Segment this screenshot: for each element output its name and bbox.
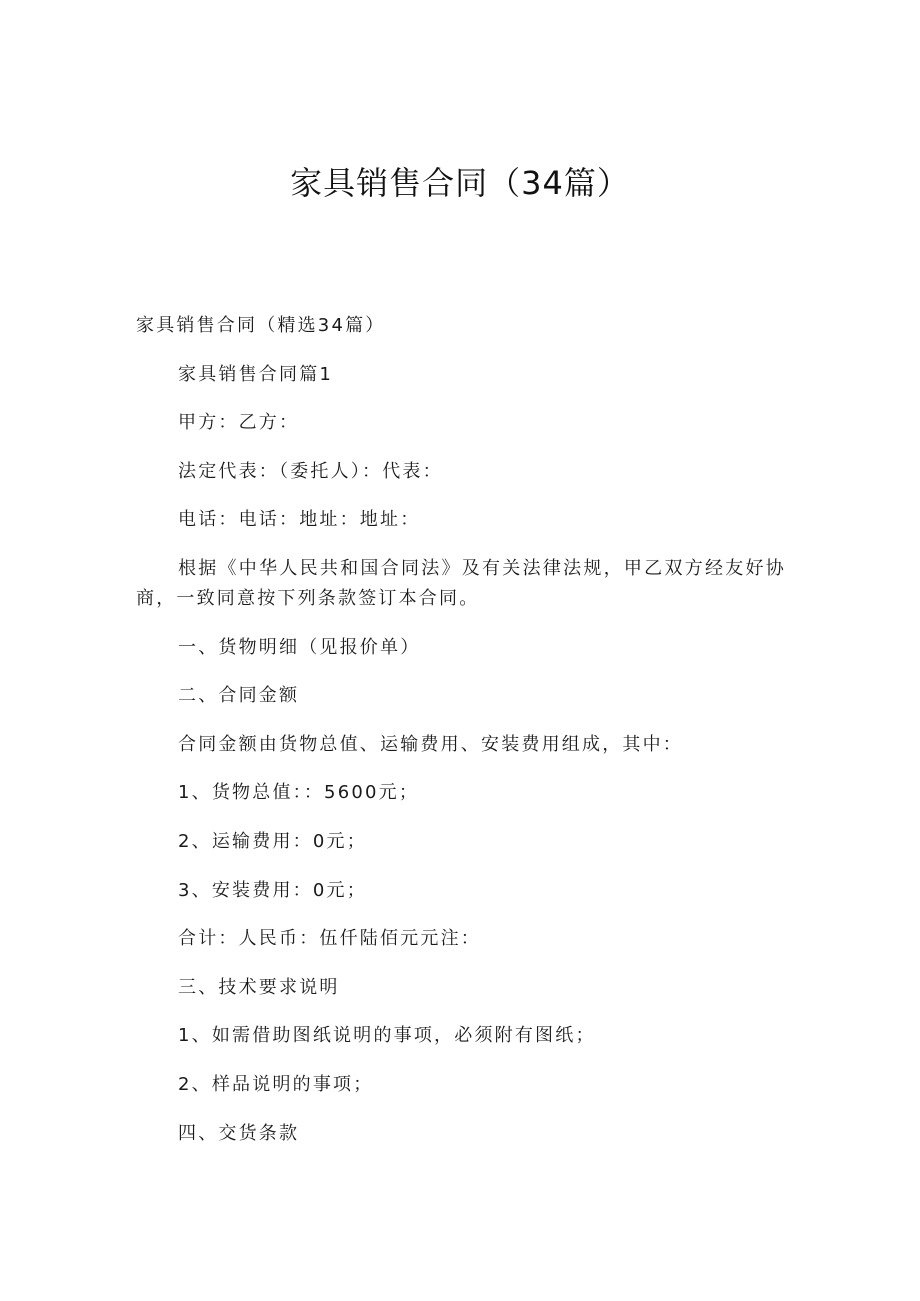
paragraph: 根据《中华人民共和国合同法》及有关法律法规，甲乙双方经友好协商，一致同意按下列条款签订本合同。 [136, 557, 786, 609]
paragraph: 法定代表：（委托人）：代表： [178, 460, 443, 482]
document-title: 家具销售合同（34篇） [290, 164, 630, 202]
paragraph: 1、如需借助图纸说明的事项，必须附有图纸； [178, 1025, 596, 1047]
paragraph: 二、合同金额 [178, 685, 300, 707]
paragraph: 四、交货条款 [178, 1122, 300, 1144]
paragraph: 三、技术要求说明 [178, 976, 340, 998]
paragraph: 2、运输费用：0元； [178, 830, 367, 852]
section-heading: 家具销售合同篇1 [178, 363, 334, 385]
document-body [136, 311, 786, 1167]
paragraph: 合计：人民币：伍仟陆佰元元注： [178, 928, 481, 950]
paragraph: 3、安装费用：0元； [178, 879, 367, 901]
paragraph: 一、货物明细（见报价单） [178, 636, 421, 658]
paragraph: 电话：电话：地址：地址： [178, 509, 421, 531]
paragraph: 甲方：乙方： [178, 412, 300, 434]
subtitle-paragraph: 家具销售合同（精选34篇） [136, 315, 386, 336]
paragraph: 2、样品说明的事项； [178, 1073, 374, 1095]
paragraph: 1、货物总值：：5600元； [178, 782, 420, 804]
paragraph: 合同金额由货物总值、运输费用、安装费用组成，其中： [178, 733, 683, 755]
